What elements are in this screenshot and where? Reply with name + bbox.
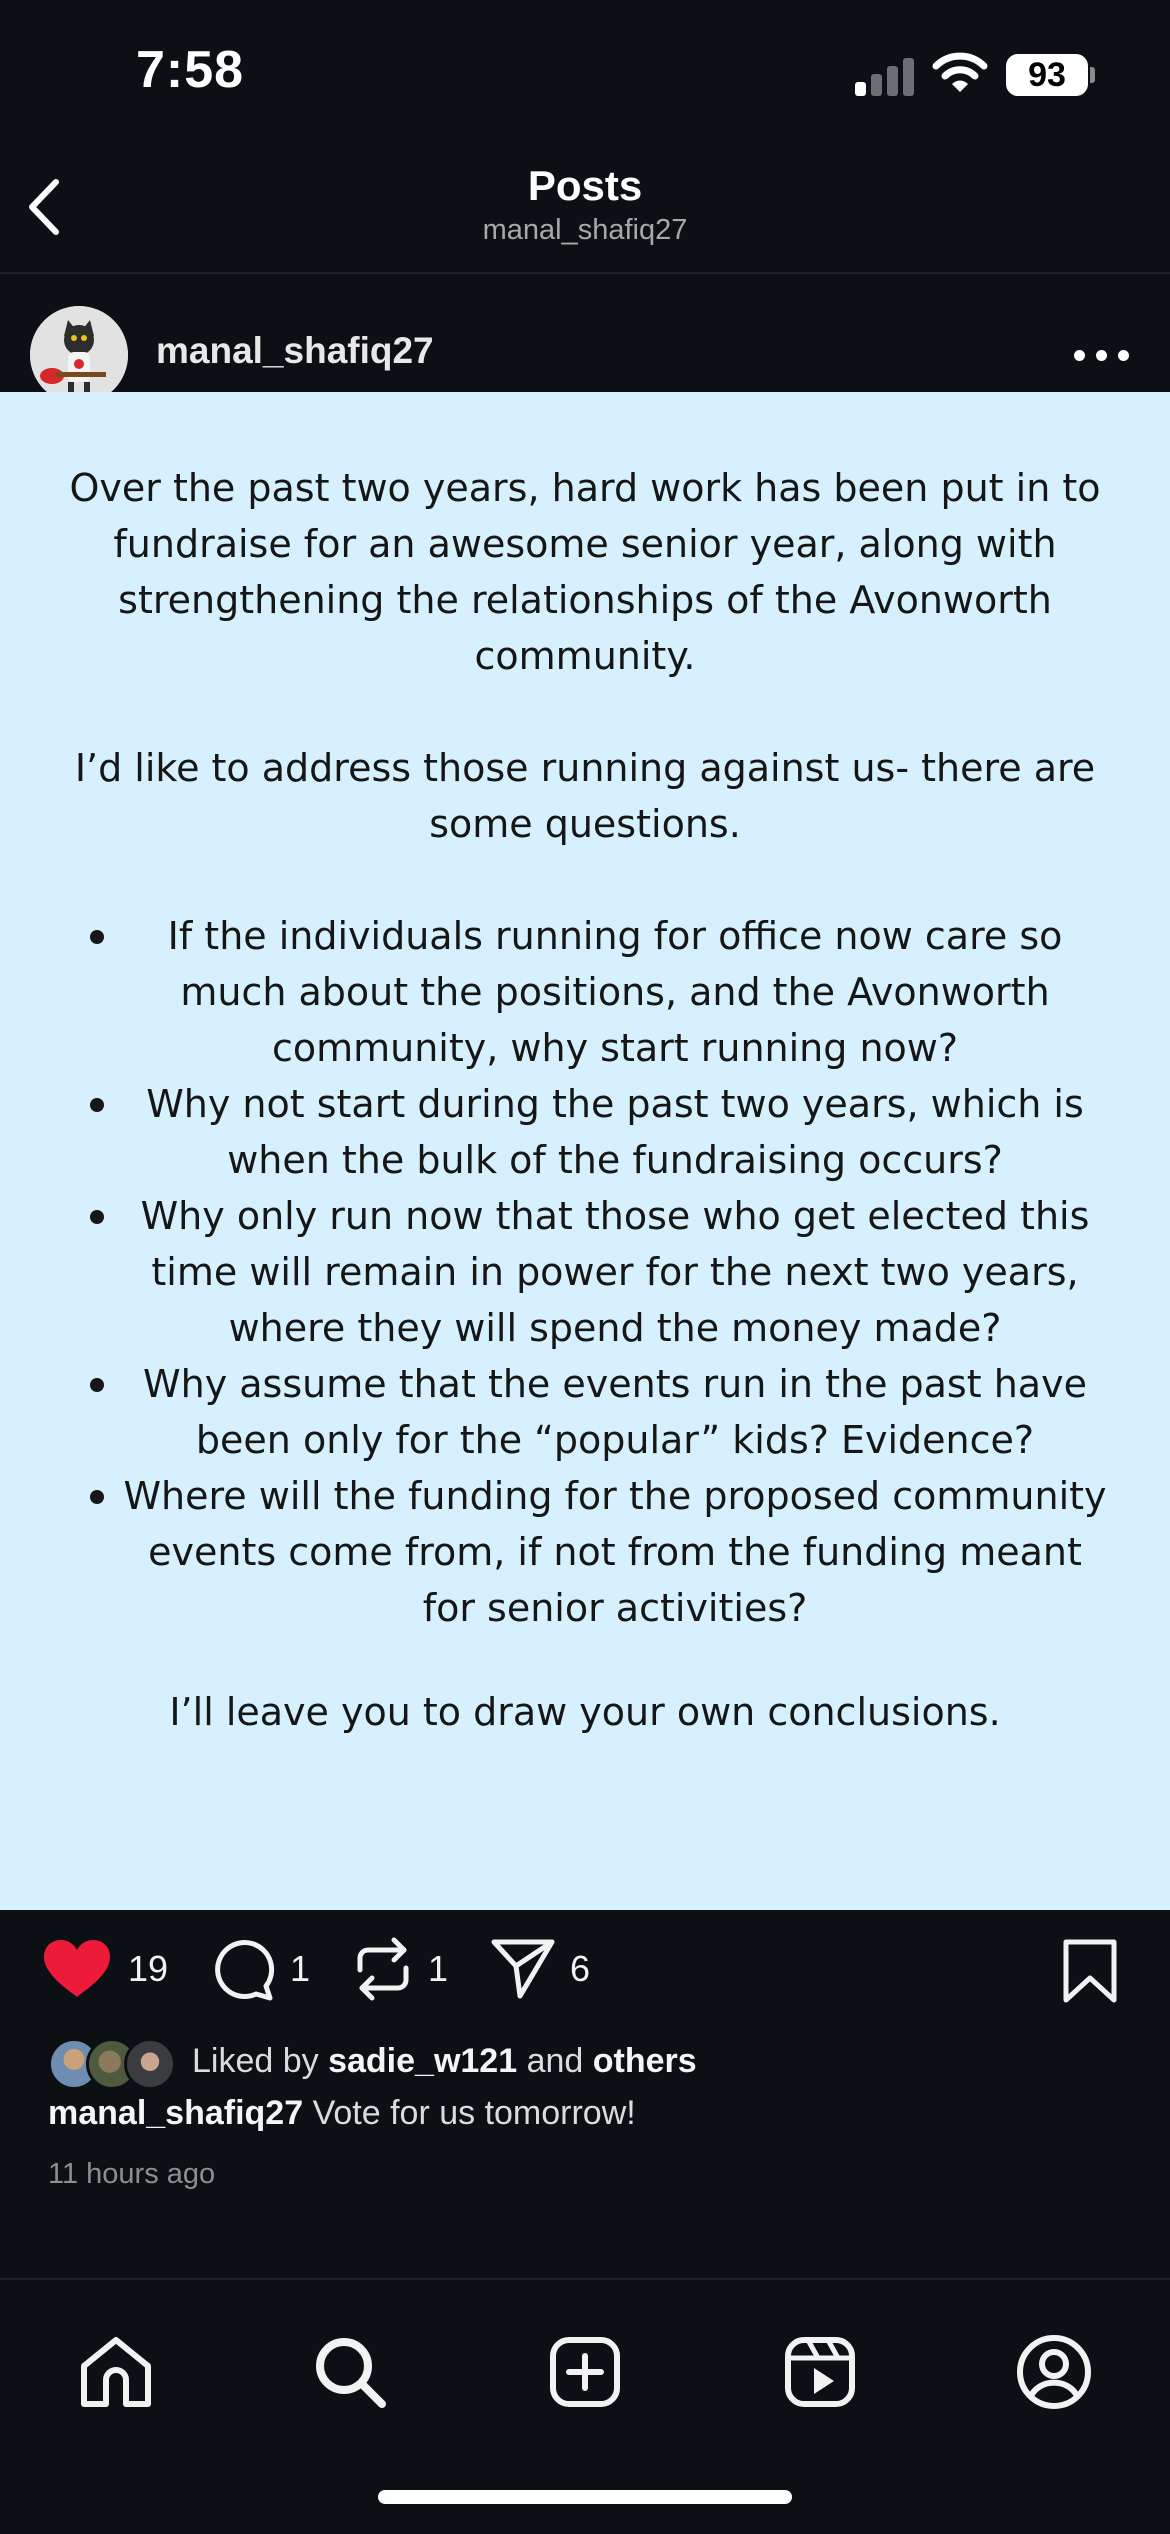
- caption-author-link[interactable]: manal_shafiq27: [48, 2094, 304, 2132]
- liked-by-connector: and: [526, 2042, 584, 2080]
- nav-header: [0, 150, 1170, 274]
- status-time: 7:58: [136, 41, 245, 99]
- list-item: If the individuals running for office now care so much about the positions, and the Avonworth community, why start running now?: [60, 908, 1110, 1076]
- list-item: Why not start during the past two years, which is when the bulk of the fundraising occurs?: [60, 1076, 1110, 1188]
- post-caption: [48, 2094, 636, 2133]
- share-count: 6: [570, 1948, 591, 1989]
- avatar[interactable]: [30, 306, 128, 404]
- avatar-cat-illustration: [30, 306, 128, 404]
- comment-count: 1: [290, 1948, 311, 1989]
- liked-by-user-link[interactable]: sadie_w121: [328, 2042, 518, 2080]
- post-text-address: I’d like to address those running against us- there are some questions.: [74, 746, 1096, 846]
- avatar: [124, 2038, 176, 2090]
- post-author-row: [0, 274, 1170, 392]
- list-item: Why only run now that those who get elected this time will remain in power for the next two years, where they will spend the money made?: [60, 1188, 1110, 1356]
- reels-icon[interactable]: [780, 2332, 860, 2412]
- more-options-button[interactable]: [1074, 346, 1134, 366]
- liked-by-text: [192, 2042, 697, 2081]
- wifi-icon: [932, 50, 988, 96]
- home-icon[interactable]: [76, 2332, 156, 2412]
- liked-by-avatars: [48, 2038, 180, 2092]
- create-post-icon[interactable]: [545, 2332, 625, 2412]
- caption-text: Vote for us tomorrow!: [312, 2094, 636, 2132]
- post-text-intro: Over the past two years, hard work has been put in to fundraise for an awesome senior year, along with strengthening the relationships of the Avonworth community.: [69, 466, 1101, 678]
- share-button[interactable]: [490, 1934, 590, 2004]
- battery-tip: [1090, 67, 1095, 83]
- home-indicator[interactable]: [378, 2490, 792, 2504]
- post-timestamp: 11 hours ago: [48, 2158, 216, 2190]
- cellular-signal-icon: [855, 56, 915, 96]
- search-icon[interactable]: [310, 2332, 390, 2412]
- post-question-list: [60, 908, 1110, 1636]
- liked-by-row[interactable]: [48, 2034, 1128, 2094]
- heart-icon: [40, 1937, 114, 2001]
- post-text-closing: I’ll leave you to draw your own conclusions.: [169, 1690, 1001, 1734]
- repost-button[interactable]: [352, 1934, 448, 2004]
- post-author-name[interactable]: manal_shafiq27: [156, 330, 434, 371]
- list-item: Where will the funding for the proposed community events come from, if not from the funding meant for senior activities?: [60, 1468, 1110, 1636]
- liked-by-others-link[interactable]: others: [592, 2042, 697, 2080]
- status-bar: [0, 0, 1170, 150]
- post-image[interactable]: [0, 392, 1170, 1910]
- battery-icon: 93: [1006, 54, 1088, 96]
- profile-icon[interactable]: [1014, 2332, 1094, 2412]
- like-count: 19: [128, 1948, 169, 1989]
- repost-count: 1: [428, 1948, 449, 1989]
- page-subtitle: manal_shafiq27: [482, 214, 688, 246]
- liked-by-prefix: Liked by: [192, 2042, 319, 2080]
- page-title: Posts: [527, 162, 643, 209]
- repost-icon: [352, 1936, 414, 2002]
- list-item: Why assume that the events run in the past have been only for the “popular” kids? Evidence?: [60, 1356, 1110, 1468]
- comment-button[interactable]: [210, 1934, 310, 2004]
- post-actions-bar: [0, 1910, 1170, 2028]
- bookmark-icon[interactable]: [1060, 1938, 1120, 2004]
- like-button[interactable]: [40, 1934, 168, 2004]
- send-icon: [490, 1938, 556, 2000]
- comment-icon: [210, 1936, 276, 2002]
